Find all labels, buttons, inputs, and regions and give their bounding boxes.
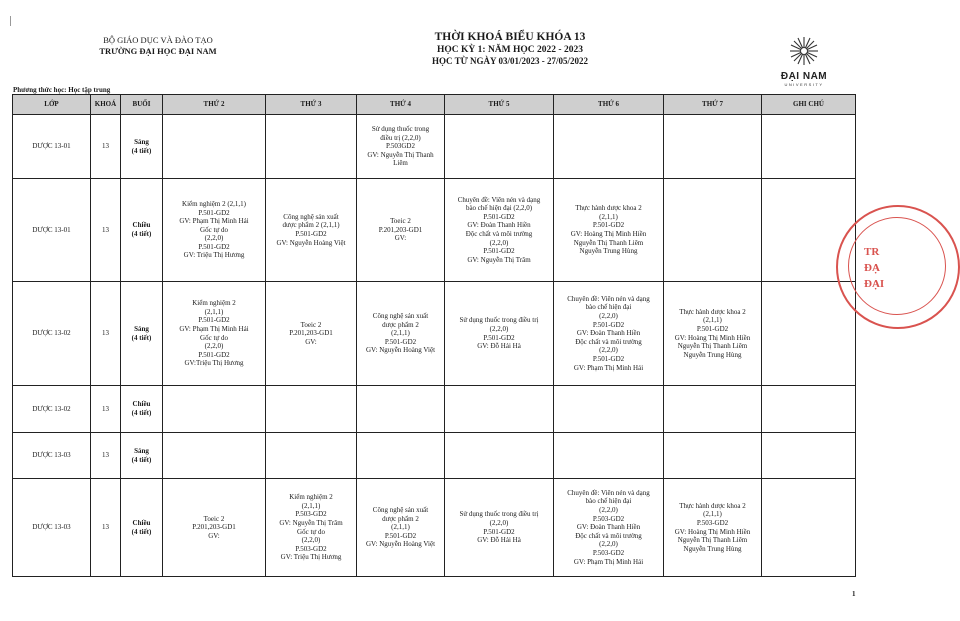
stamp-text-line: TR [864, 246, 880, 258]
saturday-cell: Thực hành dược khoa 2 (2,1,1) P.503-GD2 GV: Hoàng Thị Minh Hiền Nguyễn Thị Thanh Liêm Nguyễn Trung Hùng [664, 479, 762, 577]
class-cell: DƯỢC 13-03 [13, 433, 91, 479]
table-row [13, 433, 856, 479]
tuesday-cell [266, 433, 357, 479]
ministry-name: BỘ GIÁO DỤC VÀ ĐÀO TẠO [103, 35, 213, 45]
tuesday-cell: Toeic 2 P.201,203-GD1 GV: [266, 282, 357, 386]
date-range: HỌC TỪ NGÀY 03/01/2023 - 27/05/2022 [432, 56, 588, 66]
thursday-cell: Sử dụng thuốc trong điều trị (2,2,0) P.501-GD2 GV: Đỗ Hải Hà [445, 282, 554, 386]
col-header-thu6: THỨ 6 [554, 95, 664, 115]
cohort-cell: 13 [91, 386, 121, 433]
tuesday-cell [266, 386, 357, 433]
timetable [12, 94, 856, 577]
monday-cell: Kiểm nghiệm 2 (2,1,1) P.501-GD2 GV: Phạm Thị Minh Hải Gốc tự do (2,2,0) P.501-GD2 GV:Triệu Thị Hương [163, 282, 266, 386]
official-red-stamp [836, 205, 960, 329]
table-row [13, 179, 856, 282]
friday-cell [554, 386, 664, 433]
saturday-cell [664, 386, 762, 433]
col-header-lop: LỚP [13, 95, 91, 115]
cohort-cell: 13 [91, 282, 121, 386]
monday-cell [163, 115, 266, 179]
thursday-cell: Chuyên đề: Viên nén và dạng bào chế hiện đại (2,2,0) P.501-GD2 GV: Đoàn Thanh Hiền Độc chất và môi trường (2,2,0) P.501-GD2 GV: Nguyễn Thị Trâm [445, 179, 554, 282]
starburst-logo-icon [787, 36, 821, 66]
col-header-thu2: THỨ 2 [163, 95, 266, 115]
friday-cell: Thực hành dược khoa 2 (2,1,1) P.501-GD2 GV: Hoàng Thị Minh Hiền Nguyễn Thị Thanh Liêm Nguyễn Trung Hùng [554, 179, 664, 282]
cohort-cell: 13 [91, 115, 121, 179]
col-header-ghichu: GHI CHÚ [762, 95, 856, 115]
tuesday-cell [266, 115, 357, 179]
wednesday-cell: Công nghệ sản xuất dược phẩm 2 (2,1,1) P.501-GD2 GV: Nguyễn Hoàng Việt [357, 282, 445, 386]
col-header-buoi: BUỔI [121, 95, 163, 115]
class-cell: DƯỢC 13-01 [13, 115, 91, 179]
thursday-cell [445, 433, 554, 479]
page-number: 1 [852, 590, 856, 598]
monday-cell: Toeic 2 P.201,203-GD1 GV: [163, 479, 266, 577]
class-cell: DƯỢC 13-01 [13, 179, 91, 282]
friday-cell [554, 433, 664, 479]
session-cell: Sáng (4 tiết) [121, 433, 163, 479]
page-title: THỜI KHOÁ BIỂU KHÓA 13 [434, 31, 586, 43]
semester-line: HỌC KỲ 1: NĂM HỌC 2022 - 2023 [437, 45, 583, 55]
logo-subtitle: UNIVERSITY [784, 82, 824, 87]
wednesday-cell [357, 433, 445, 479]
university-name: TRƯỜNG ĐẠI HỌC ĐẠI NAM [99, 46, 217, 56]
col-header-khoa: KHOÁ [91, 95, 121, 115]
tuesday-cell: Công nghệ sản xuất dược phẩm 2 (2,1,1) P.501-GD2 GV: Nguyễn Hoàng Việt [266, 179, 357, 282]
session-cell: Sáng (4 tiết) [121, 115, 163, 179]
study-method: Phương thức học: Học tập trung [13, 86, 111, 94]
note-cell [762, 386, 856, 433]
note-cell [762, 282, 856, 386]
table-row [13, 115, 856, 179]
note-cell [762, 433, 856, 479]
thursday-cell: Sử dụng thuốc trong điều trị (2,2,0) P.501-GD2 GV: Đỗ Hải Hà [445, 479, 554, 577]
monday-cell [163, 386, 266, 433]
session-cell: Chiều (4 tiết) [121, 479, 163, 577]
session-cell: Chiều (4 tiết) [121, 179, 163, 282]
class-cell: DƯỢC 13-02 [13, 282, 91, 386]
table-row [13, 386, 856, 433]
col-header-thu5: THỨ 5 [445, 95, 554, 115]
wednesday-cell: Sử dụng thuốc trong điều trị (2,2,0) P.503GD2 GV: Nguyễn Thị Thanh Liêm [357, 115, 445, 179]
saturday-cell [664, 179, 762, 282]
col-header-thu7: THỨ 7 [664, 95, 762, 115]
monday-cell [163, 433, 266, 479]
note-cell [762, 115, 856, 179]
stamp-text-line: ĐẠI [864, 278, 885, 290]
saturday-cell [664, 433, 762, 479]
friday-cell [554, 115, 664, 179]
friday-cell: Chuyên đề: Viên nén và dạng bào chế hiện đại (2,2,0) P.501-GD2 GV: Đoàn Thanh Hiền Độc chất và môi trường (2,2,0) P.501-GD2 GV: Phạm Thị Minh Hải [554, 282, 664, 386]
session-cell: Chiều (4 tiết) [121, 386, 163, 433]
thursday-cell [445, 115, 554, 179]
cohort-cell: 13 [91, 479, 121, 577]
university-logo [770, 36, 838, 87]
header-row [13, 95, 856, 115]
class-cell: DƯỢC 13-02 [13, 386, 91, 433]
stamp-text-line: ĐẠ [864, 262, 880, 274]
table-row [13, 479, 856, 577]
note-cell [762, 479, 856, 577]
wednesday-cell: Toeic 2 P.201,203-GD1 GV: [357, 179, 445, 282]
friday-cell: Chuyên đề: Viên nén và dạng bào chế hiện đại (2,2,0) P.503-GD2 GV: Đoàn Thanh Hiền Độc chất và môi trường (2,2,0) P.503-GD2 GV: Phạm Thị Minh Hải [554, 479, 664, 577]
wednesday-cell: Công nghệ sản xuất dược phẩm 2 (2,1,1) P.501-GD2 GV: Nguyễn Hoàng Việt [357, 479, 445, 577]
stamp-inner-ring [848, 217, 946, 315]
col-header-thu4: THỨ 4 [357, 95, 445, 115]
document-title-block [360, 30, 660, 67]
class-cell: DƯỢC 13-03 [13, 479, 91, 577]
tuesday-cell: Kiểm nghiệm 2 (2,1,1) P.503-GD2 GV: Nguyễn Thị Trâm Gốc tự do (2,2,0) P.503-GD2 GV: Triệu Thị Hương [266, 479, 357, 577]
table-row [13, 282, 856, 386]
scan-mark [10, 16, 14, 26]
saturday-cell [664, 115, 762, 179]
thursday-cell [445, 386, 554, 433]
cohort-cell: 13 [91, 179, 121, 282]
monday-cell: Kiểm nghiệm 2 (2,1,1) P.501-GD2 GV: Phạm Thị Minh Hải Gốc tự do (2,2,0) P.501-GD2 GV: Triệu Thị Hương [163, 179, 266, 282]
col-header-thu3: THỨ 3 [266, 95, 357, 115]
institution-header [78, 35, 238, 57]
logo-brand-text: ĐẠI NAM [780, 71, 828, 82]
saturday-cell: Thực hành dược khoa 2 (2,1,1) P.501-GD2 GV: Hoàng Thị Minh Hiền Nguyễn Thị Thanh Liêm Nguyễn Trung Hùng [664, 282, 762, 386]
session-cell: Sáng (4 tiết) [121, 282, 163, 386]
wednesday-cell [357, 386, 445, 433]
cohort-cell: 13 [91, 433, 121, 479]
